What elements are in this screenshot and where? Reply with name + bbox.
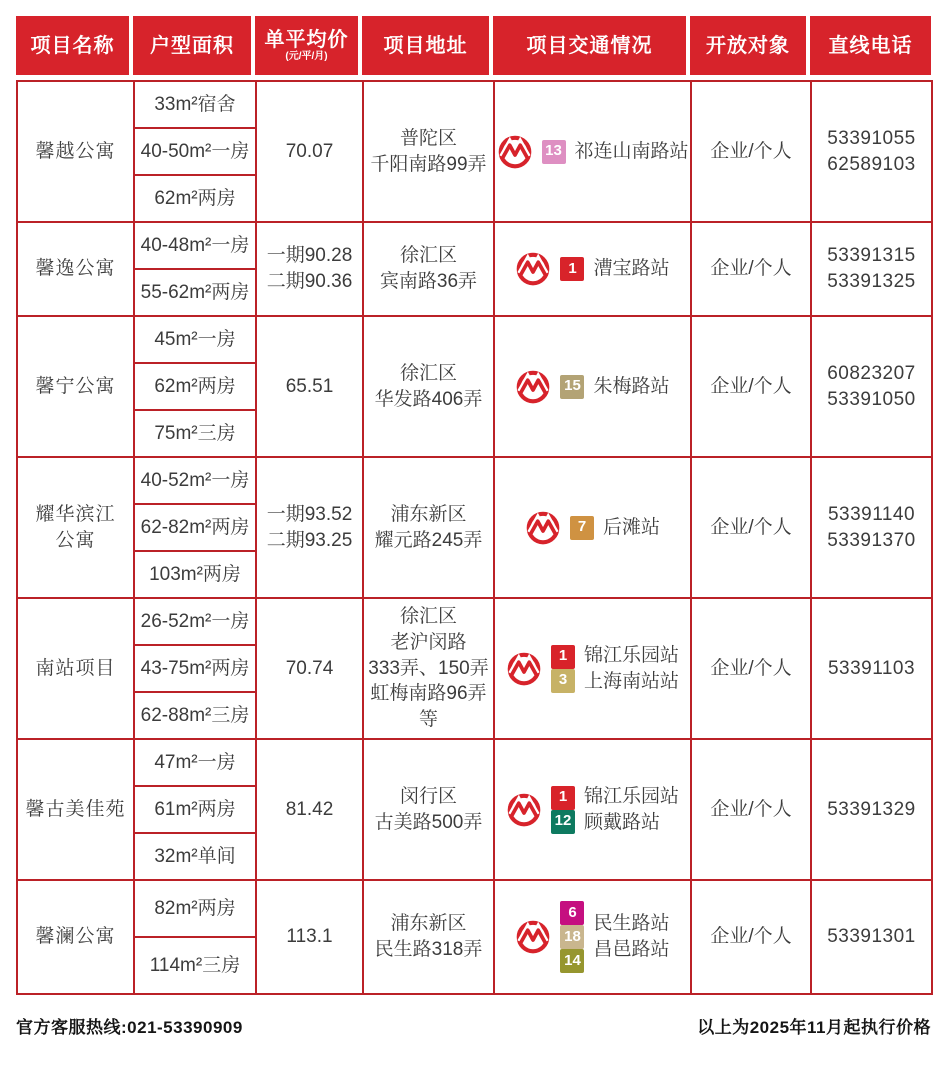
- address-cell: 浦东新区 民生路318弄: [363, 880, 494, 994]
- transit-info: [498, 901, 687, 973]
- unit-area-cell: 62-88m²三房: [134, 692, 256, 739]
- table-row: [17, 316, 932, 363]
- open-to-cell: 企业/个人: [691, 739, 811, 880]
- unit-area-cell: 33m²宿舍: [134, 81, 256, 128]
- address-cell: 徐汇区 宾南路36弄: [363, 222, 494, 316]
- metro-line-1-badge: 1: [560, 257, 584, 281]
- table-footer: [16, 1013, 931, 1038]
- transit-cell: [494, 739, 691, 880]
- unit-area-cell: 26-52m²一房: [134, 598, 256, 645]
- shanghai-metro-logo-icon: [515, 369, 551, 405]
- avg-price-cell: 一期93.52 二期93.25: [256, 457, 363, 598]
- unit-area-cell: 32m²单间: [134, 833, 256, 880]
- station-name: 锦江乐园站: [583, 785, 679, 807]
- metro-line-1-badge: 1: [551, 786, 575, 810]
- station-names: [593, 256, 669, 282]
- table-row: [17, 598, 932, 645]
- avg-price-cell: 一期90.28 二期90.36: [256, 222, 363, 316]
- station-names: [575, 139, 689, 165]
- metro-line-badges: [560, 901, 584, 973]
- project-name-cell: 馨古美佳苑: [17, 739, 134, 880]
- metro-line-7-badge: 7: [570, 516, 594, 540]
- col-header-project-name: [16, 16, 129, 75]
- col-header-label: 开放对象: [706, 34, 790, 57]
- open-to-cell: 企业/个人: [691, 598, 811, 739]
- unit-area-cell: 103m²两房: [134, 551, 256, 598]
- avg-price-cell: 81.42: [256, 739, 363, 880]
- metro-line-15-badge: 15: [560, 375, 584, 399]
- phone-cell: 53391301: [811, 880, 932, 994]
- open-to-cell: 企业/个人: [691, 457, 811, 598]
- metro-line-badges: [542, 140, 566, 164]
- transit-cell: [494, 457, 691, 598]
- unit-area-cell: 62m²两房: [134, 363, 256, 410]
- metro-line-badges: [560, 257, 584, 281]
- shanghai-metro-logo-icon: [497, 134, 533, 170]
- col-header-label: 单平均价: [264, 29, 349, 51]
- metro-line-18-badge: 18: [560, 925, 584, 949]
- shanghai-metro-logo-icon: [515, 919, 551, 955]
- station-name: 民生路站: [593, 913, 670, 935]
- unit-area-cell: 40-48m²一房: [134, 222, 256, 269]
- shanghai-metro-logo-icon: [515, 251, 551, 287]
- avg-price-cell: 70.74: [256, 598, 363, 739]
- table-row: [17, 880, 932, 937]
- unit-area-cell: 82m²两房: [134, 880, 256, 937]
- col-header-open-to: [690, 16, 806, 75]
- unit-area-cell: 114m²三房: [134, 937, 256, 994]
- project-name-cell: 馨宁公寓: [17, 316, 134, 457]
- col-header-phone: [810, 16, 931, 75]
- phone-cell: 60823207 53391050: [811, 316, 932, 457]
- col-header-label: 项目名称: [30, 34, 115, 57]
- station-names: [593, 374, 669, 400]
- transit-cell: [494, 598, 691, 739]
- station-name: 祁连山南路站: [574, 140, 689, 162]
- unit-area-cell: 62-82m²两房: [134, 504, 256, 551]
- unit-area-cell: 43-75m²两房: [134, 645, 256, 692]
- col-header-label: 直线电话: [828, 34, 913, 57]
- phone-cell: 53391315 53391325: [811, 222, 932, 316]
- unit-area-cell: 61m²两房: [134, 786, 256, 833]
- transit-info: [498, 643, 687, 694]
- project-name-cell: 馨澜公寓: [17, 880, 134, 994]
- col-header-unit-area: [133, 16, 251, 75]
- price-effective-note: 以上为2025年11月起执行价格: [697, 1018, 931, 1037]
- transit-info: [498, 510, 687, 546]
- open-to-cell: 企业/个人: [691, 880, 811, 994]
- metro-line-13-badge: 13: [542, 140, 566, 164]
- avg-price-cell: 113.1: [256, 880, 363, 994]
- transit-cell: [494, 81, 691, 222]
- project-name-cell: 馨越公寓: [17, 81, 134, 222]
- open-to-cell: 企业/个人: [691, 222, 811, 316]
- avg-price-cell: 65.51: [256, 316, 363, 457]
- table-row: [17, 222, 932, 269]
- unit-area-cell: 55-62m²两房: [134, 269, 256, 316]
- metro-line-badges: [560, 375, 584, 399]
- col-header-price-unit-note: (元/平/月): [285, 51, 328, 62]
- address-cell: 浦东新区 耀元路245弄: [363, 457, 494, 598]
- open-to-cell: 企业/个人: [691, 81, 811, 222]
- station-name: 漕宝路站: [593, 258, 670, 280]
- col-header-address: [362, 16, 489, 75]
- metro-line-1-badge: 1: [551, 645, 575, 669]
- station-name: 后滩站: [602, 516, 660, 538]
- col-header-transit: [493, 16, 686, 75]
- apartment-price-table: [16, 80, 933, 995]
- transit-info: [498, 784, 687, 835]
- transit-info: [498, 251, 687, 287]
- shanghai-metro-logo-icon: [506, 792, 542, 828]
- metro-line-12-badge: 12: [551, 810, 575, 834]
- table-row: [17, 81, 932, 128]
- address-cell: 普陀区 千阳南路99弄: [363, 81, 494, 222]
- shanghai-metro-logo-icon: [525, 510, 561, 546]
- unit-area-cell: 62m²两房: [134, 175, 256, 222]
- col-header-label: 户型面积: [150, 34, 234, 57]
- project-name-cell: 馨逸公寓: [17, 222, 134, 316]
- metro-line-badges: [551, 786, 575, 834]
- unit-area-cell: 45m²一房: [134, 316, 256, 363]
- col-header-label: 项目交通情况: [526, 34, 653, 57]
- phone-cell: 53391329: [811, 739, 932, 880]
- address-cell: 徐汇区 老沪闵路 333弄、150弄 虹梅南路96弄等: [363, 598, 494, 739]
- unit-area-cell: 75m²三房: [134, 410, 256, 457]
- table-row: [17, 457, 932, 504]
- station-names: [603, 515, 660, 541]
- shanghai-metro-logo-icon: [506, 651, 542, 687]
- col-header-label: 项目地址: [383, 34, 468, 57]
- metro-line-3-badge: 3: [551, 669, 575, 693]
- transit-info: [498, 134, 687, 170]
- station-name: 锦江乐园站: [583, 644, 679, 666]
- metro-line-badges: [570, 516, 594, 540]
- phone-cell: 53391103: [811, 598, 932, 739]
- col-header-avg-price: [255, 16, 358, 75]
- table-header-row: [16, 16, 931, 75]
- table-body: [17, 81, 932, 994]
- transit-cell: [494, 316, 691, 457]
- station-names: [584, 784, 679, 835]
- open-to-cell: 企业/个人: [691, 316, 811, 457]
- station-name: 顾戴路站: [583, 811, 660, 833]
- address-cell: 闵行区 古美路500弄: [363, 739, 494, 880]
- metro-line-6-badge: 6: [560, 901, 584, 925]
- station-names: [584, 643, 679, 694]
- metro-line-14-badge: 14: [560, 949, 584, 973]
- transit-info: [498, 369, 687, 405]
- metro-line-badges: [551, 645, 575, 693]
- transit-cell: [494, 880, 691, 994]
- project-name-cell: 南站项目: [17, 598, 134, 739]
- transit-cell: [494, 222, 691, 316]
- unit-area-cell: 47m²一房: [134, 739, 256, 786]
- project-name-cell: 耀华滨江 公寓: [17, 457, 134, 598]
- address-cell: 徐汇区 华发路406弄: [363, 316, 494, 457]
- avg-price-cell: 70.07: [256, 81, 363, 222]
- table-row: [17, 739, 932, 786]
- phone-cell: 53391140 53391370: [811, 457, 932, 598]
- phone-cell: 53391055 62589103: [811, 81, 932, 222]
- station-name: 朱梅路站: [593, 375, 670, 397]
- unit-area-cell: 40-50m²一房: [134, 128, 256, 175]
- station-name: 上海南站站: [583, 670, 679, 692]
- station-name: 昌邑路站: [593, 939, 670, 960]
- station-names: [593, 911, 669, 962]
- unit-area-cell: 40-52m²一房: [134, 457, 256, 504]
- customer-service-hotline: 官方客服热线:021-53390909: [16, 1018, 243, 1037]
